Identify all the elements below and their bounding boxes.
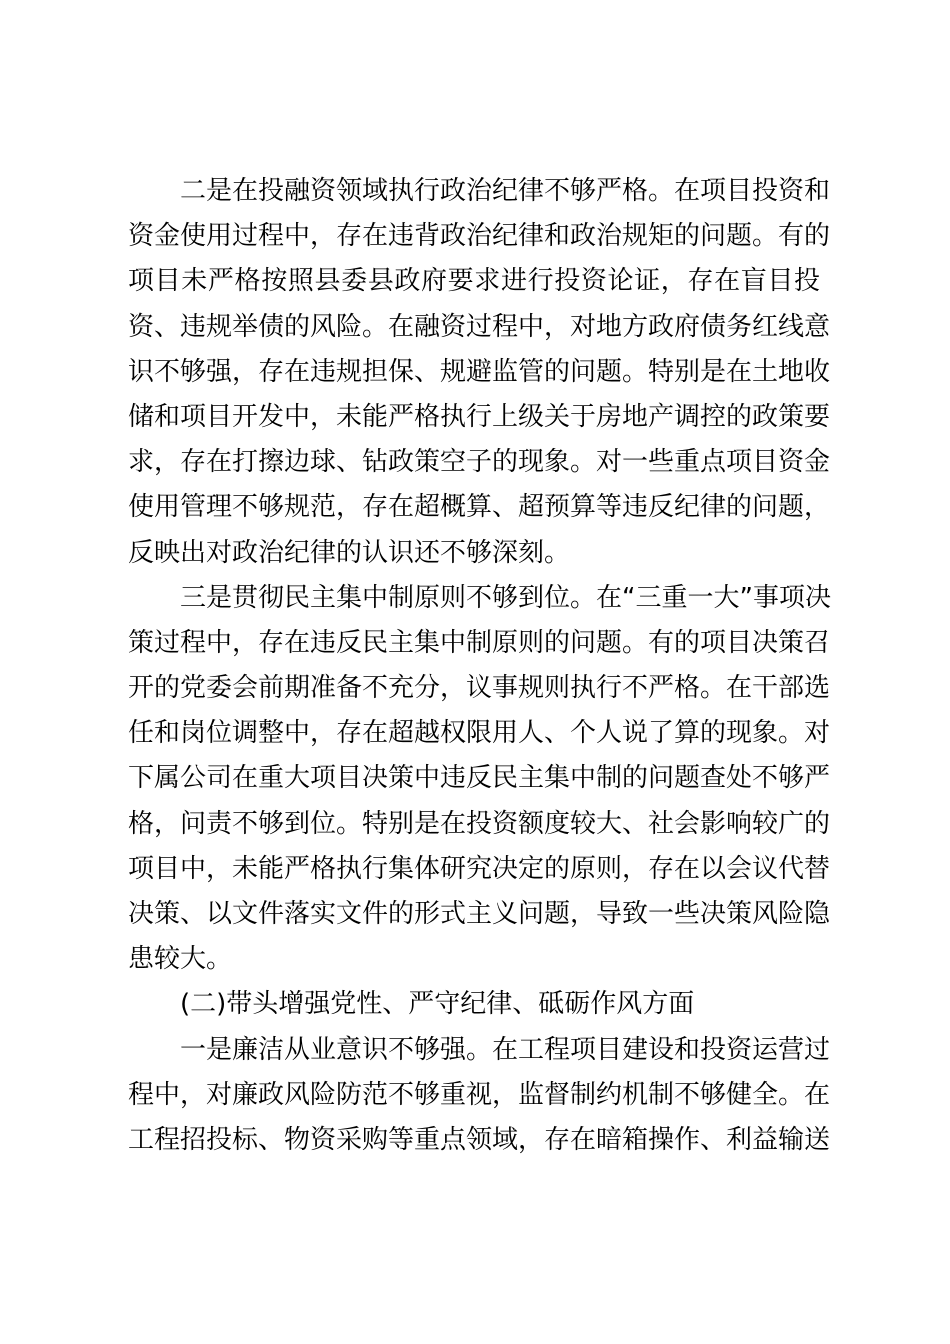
body-text-line: 使用管理不够规范，存在超概算、超预算等违反纪律的问题， <box>128 492 831 523</box>
section-heading: (二)带头增强党性、严守纪律、砥砺作风方面 <box>180 989 695 1020</box>
body-text-line: 下属公司在重大项目决策中违反民主集中制的问题查处不够严 <box>128 763 831 794</box>
body-text-line: 二是在投融资领域执行政治纪律不够严格。在项目投资和 <box>180 176 831 206</box>
body-text-line: 项目未严格按照县委县政府要求进行投资论证，存在盲目投 <box>128 266 820 297</box>
body-text-line: 反映出对政治纪律的认识还不够深刻。 <box>128 537 571 568</box>
body-text-line: 资、违规举债的风险。在融资过程中，对地方政府债务红线意 <box>128 311 831 342</box>
body-text-line: 求，存在打擦边球、钻政策空子的现象。对一些重点项目资金 <box>128 447 831 478</box>
body-text-line: 识不够强，存在违规担保、规避监管的问题。特别是在土地收 <box>128 356 831 387</box>
document-body <box>128 169 831 1163</box>
body-text-line: 资金使用过程中，存在违背政治纪律和政治规矩的问题。有的 <box>128 221 831 252</box>
body-text-line: 任和岗位调整中，存在超越权限用人、个人说了算的现象。对 <box>128 718 831 749</box>
body-text-line: 患较大。 <box>128 944 233 975</box>
body-text-line: 工程招投标、物资采购等重点领域，存在暗箱操作、利益输送 <box>128 1124 831 1155</box>
body-text-line: 开的党委会前期准备不充分，议事规则执行不严格。在干部选 <box>128 673 831 704</box>
body-text-line: 一是廉洁从业意识不够强。在工程项目建设和投资运营过 <box>180 1034 831 1065</box>
body-text-line: 项目中，未能严格执行集体研究决定的原则，存在以会议代替 <box>128 853 831 884</box>
body-text-line: 储和项目开发中，未能严格执行上级关于房地产调控的政策要 <box>128 401 831 432</box>
body-text-line: 策过程中，存在违反民主集中制原则的问题。有的项目决策召 <box>128 627 831 658</box>
body-text-line: 程中，对廉政风险防范不够重视，监督制约机制不够健全。在 <box>128 1079 831 1110</box>
body-text-line: 格，问责不够到位。特别是在投资额度较大、社会影响较广的 <box>128 808 831 839</box>
body-text-line: 三是贯彻民主集中制原则不够到位。在“三重一大”事项决 <box>180 582 831 613</box>
body-text-line: 决策、以文件落实文件的形式主义问题，导致一些决策风险隐 <box>128 899 831 929</box>
